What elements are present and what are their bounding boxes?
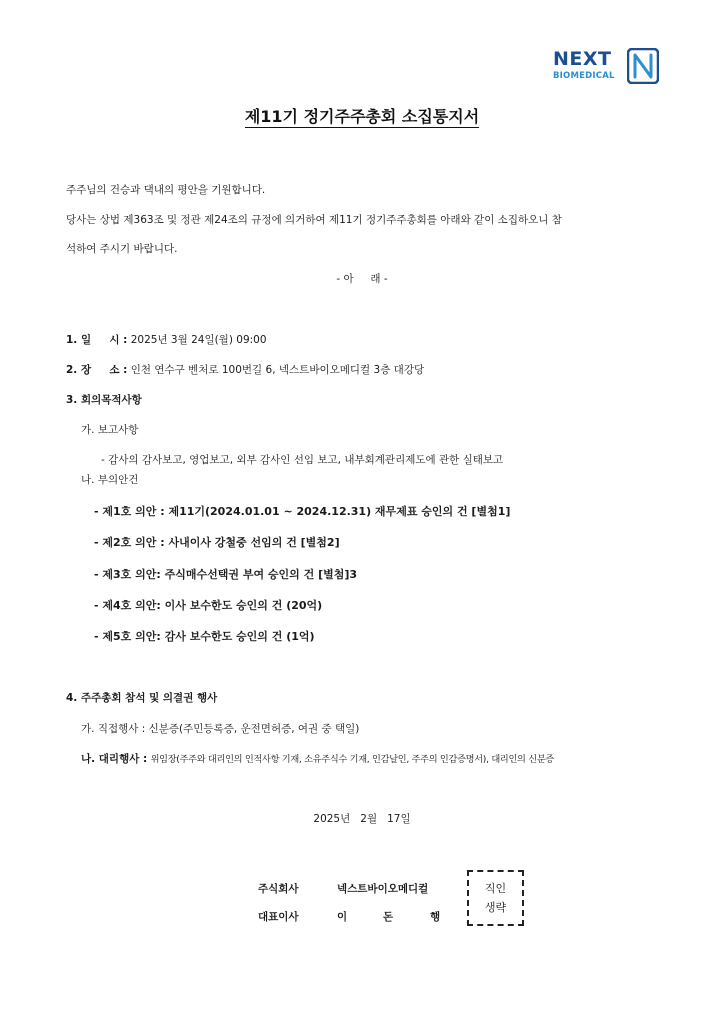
direct-voting-label: 가. 직접행사 :: [81, 723, 146, 735]
meeting-purpose-heading: 3. 회의목적사항: [66, 394, 142, 406]
meeting-place-row: [66, 362, 424, 377]
proxy-voting-label: 나. 대리행사 :: [81, 753, 148, 765]
company-logo: [551, 48, 663, 86]
logo-name: NEXT: [553, 48, 612, 70]
agenda-item-1: - 제1호 의안 : 제11기(2024.01.01 ~ 2024.12.31) 재무제표 승인의 건 [별첨1]: [94, 505, 511, 518]
meeting-place-value: 인천 연수구 벤처로 100번길 6, 넥스트바이오메디컬 3층 대강당: [130, 364, 425, 376]
resolution-items-heading: 나. 부의안건: [81, 474, 139, 486]
meeting-date-row: [66, 332, 267, 347]
agenda-item-4: - 제4호 의안: 이사 보수한도 승인의 건 (20억): [94, 599, 323, 612]
meeting-date-value: 2025년 3월 24일(월) 09:00: [130, 334, 267, 346]
company-type-label: 주식회사: [258, 883, 299, 895]
greeting-text: 주주님의 건승과 댁내의 평안을 기원합니다.: [66, 184, 266, 196]
seal-label-line-2: 생략: [484, 901, 507, 914]
intro-text-line-1: 당사는 상법 제363조 및 정관 제24조의 규정에 의거하여 제11기 정기주주총회를 아래와 같이 소집하오니 참: [66, 214, 562, 226]
agenda-item-5: - 제5호 의안: 감사 보수한도 승인의 건 (1억): [94, 630, 315, 643]
direct-voting-row: [81, 721, 359, 736]
ceo-label: 대표이사: [258, 911, 299, 923]
ceo-name-char-1: 이: [337, 911, 348, 923]
direct-voting-value: 신분증(주민등록증, 운전면허증, 여권 중 택일): [148, 723, 360, 735]
agenda-item-2: - 제2호 의안 : 사내이사 강철중 선임의 건 [별첨2]: [94, 536, 340, 549]
report-items-detail: - 감사의 감사보고, 영업보고, 외부 감사인 선임 보고, 내부회계관리제도에 관한 실태보고: [101, 454, 504, 466]
logo-n-mark-icon: [627, 48, 659, 84]
notice-date: 2025년 2월 17일: [313, 813, 411, 825]
agenda-item-3: - 제3호 의안: 주식매수선택권 부여 승인의 건 [별첨]3: [94, 568, 358, 581]
ceo-name-char-3: 행: [430, 911, 441, 923]
voting-rights-heading: 4. 주주총회 참석 및 의결권 행사: [66, 692, 218, 704]
document-title: 제11기 정기주주총회 소집통지서: [244, 107, 480, 126]
logo-subtitle: BIOMEDICAL: [553, 71, 615, 81]
notice-heading: - 아 래 -: [336, 273, 388, 285]
intro-text-line-2: 석하여 주시기 바랍니다.: [66, 243, 178, 255]
ceo-name-char-2: 돈: [383, 911, 394, 923]
meeting-date-label: 1. 일 시 :: [66, 334, 128, 346]
proxy-voting-row: [81, 751, 554, 766]
company-name: 넥스트바이오메디컬: [337, 883, 429, 895]
report-items-heading: 가. 보고사항: [81, 424, 139, 436]
meeting-place-label: 2. 장 소 :: [66, 364, 128, 376]
proxy-voting-value: 위임장(주주와 대리인의 인적사항 기재, 소유주식수 기재, 인감날인, 주주의 인감증명서), 대리인의 신분증: [150, 754, 554, 765]
seal-omitted-box: [467, 870, 524, 926]
seal-label-line-1: 직인: [484, 882, 507, 895]
